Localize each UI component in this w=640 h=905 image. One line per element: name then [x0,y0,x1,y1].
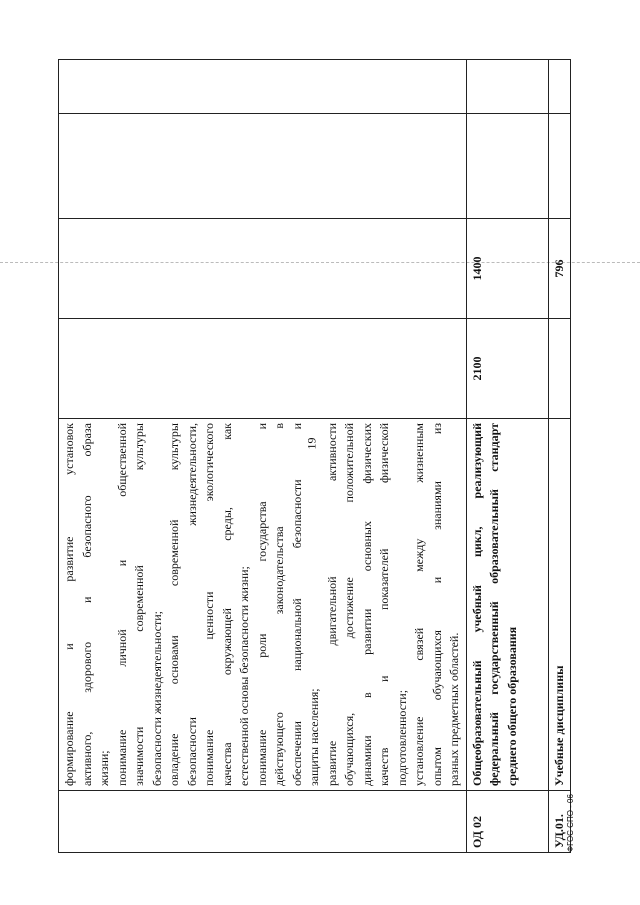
total-hours: 2100 [466,319,548,419]
content-line: подготовленности; [394,689,409,786]
total-hours [59,319,467,419]
content-line: понимание роли государства и [254,423,269,786]
table-row [466,60,548,853]
content-line: значимости современной культуры [132,423,146,786]
content-line: безопасности жизнедеятельности, [184,423,199,786]
content-line: безопасности жизнедеятельности; [149,611,164,786]
row-code [59,791,467,853]
mandatory-hours: 796 [548,219,571,319]
content-line: активного, здорового и безопасного образа [79,423,94,786]
competencies [466,114,548,219]
content-line: действующего законодательства в [272,423,286,786]
content-line: разных предметных областей. [447,632,461,786]
notes [466,60,548,114]
total-hours [548,319,571,419]
content-line: качеств и показателей физической [377,423,391,786]
competencies [59,114,467,219]
mandatory-hours: 1400 [466,219,548,319]
curriculum-table [58,60,566,853]
content-line: обеспечении национальной безопасности и [289,423,304,786]
mandatory-hours [59,219,467,319]
row-title: Общеобразовательный учебный цикл, реализующий федеральный государственный образовательный стандарт среднего общего образования [466,419,548,791]
table-row [59,60,467,853]
competencies [548,114,571,219]
content-line: естественной основы безопасности жизни; [237,566,251,786]
content-line: овладение основами современной культуры [167,423,181,786]
content-line: развитие двигательной активности [324,423,339,786]
footer-label: ФГОС СПО - 06 [566,794,575,852]
page-number: 19 [304,437,319,450]
row-code: ОД 02 [466,791,548,853]
notes [59,60,467,114]
notes [548,60,571,114]
row-content [59,419,467,791]
table-row [548,60,571,853]
content-line: жизни; [97,750,111,786]
content-line: понимание ценности экологического [202,423,216,786]
content-line: понимание личной и общественной [114,423,129,786]
content-line: защиты населения; [307,688,321,786]
content-line: опытом обучающихся и знаниями из [429,423,444,786]
content-line: установление связей между жизненным [412,423,426,786]
content-line: динамики в развитии основных физических [359,423,374,786]
content-line: обучающихся, достижение положительной [342,423,356,786]
row-title: Учебные дисциплины [548,419,571,791]
content-line: качества окружающей среды, как [219,423,234,786]
content-line: формирование и развитие установок [62,423,76,786]
row-code: УД.01. [548,791,571,853]
